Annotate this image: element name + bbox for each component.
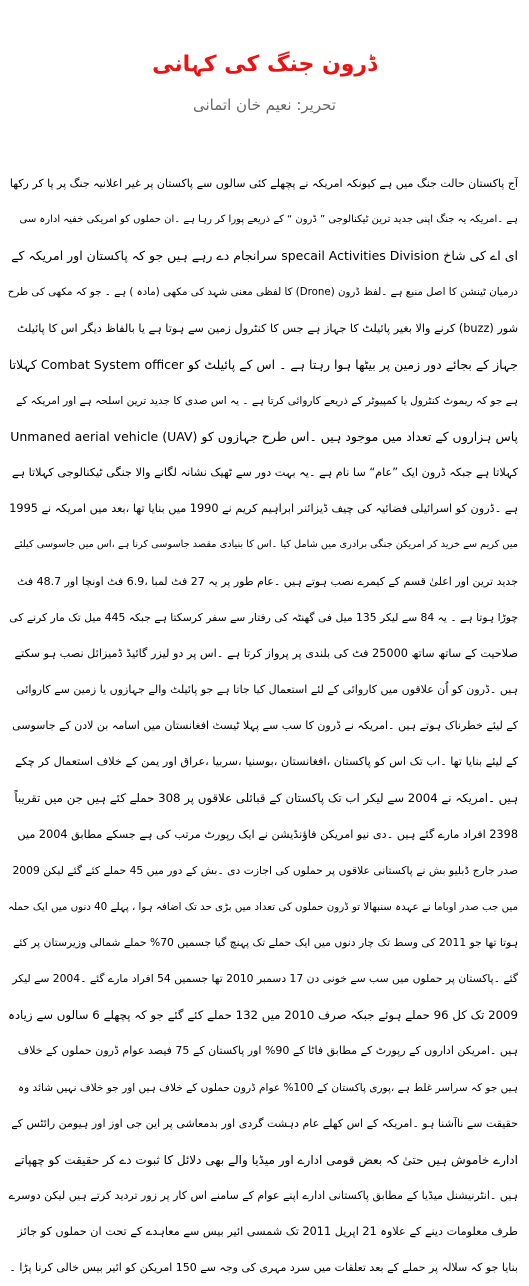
article-text-line: ہیں ۔امریکن اداروں کے رپورٹ کے مطابق فاٹا کے 90% اور پاکستان کے 75 فیصد عوام ڈرون حملوں کے خلاف (17, 1044, 518, 1058)
article-text-line: میں کریم سے خرید کر امریکن جنگی برادری میں شامل کیا ۔اس کا بنیادی مقصد جاسوسی کرنا ہے ،اس میں جاسوسی کیلئے (14, 539, 518, 551)
article-text-line: چوڑا ہوتا ہے ۔ یہ 84 سے لیکر 135 میل فی گھنٹہ کی رفتار سے سفر کرسکتا ہے جبکہ 445 میل تک مار کرنے کی (9, 610, 518, 624)
article-text-line: شور (buzz) کرنے والا بغیر پائیلٹ کا جہاز ہے جس کا کنٹرول زمین سے ہوتا ہے یا بالفاظ دیگر اس کا پائیلٹ (16, 321, 518, 335)
article-text-line: کہلاتا ہے جبکہ ڈرون ایک ”عام“ سا نام ہے ۔یہ بہت دور سے ٹھیک نشانہ لگانے والا جنگی ٹیکنالوجی کہلاتا ہے (11, 466, 518, 480)
article-text-line: صدر جارج ڈبلیو بش نے پاکستانی علاقوں پر حملوں کی اجازت دی ۔بش کے دور میں 45 حملے کئے گئے لیکن 2009 (12, 863, 518, 877)
article-text-line: ہیں جو کہ سراسر غلط ہے ،پوری پاکستان کے 100% عوام ڈرون حملوں کے خلاف ہیں اور جو خلاف نہیں شائد وہ (18, 1081, 518, 1094)
article-text-line: طرف معلومات دینے کے علاوہ 21 اپریل 2011 تک شمسی ائیر بیس سے معاہدے کے تحت ان حملوں کو جائز (17, 1225, 518, 1239)
article-text-line: حقیقت سے ناآشنا ہو ۔امریکہ کے اس کھلے عام دہشت گردی اور بدمعاشی پر این جی اوز اور ہیومن رائٹس کے (11, 1116, 518, 1130)
article-text-line: ہے جو کہ ریموٹ کنٹرول یا کمپیوٹر کے ذریعے کاروائی کرتا ہے ۔ یہ اس صدی کا جدید ترین اسلحہ ہے اور امریکہ کے (16, 394, 518, 407)
article-text-line: جدید ترین اور اعلیٰ قسم کے کیمرے نصب ہوتے ہیں ۔عام طور پر یہ 27 فٹ لمبا ،6.9 فٹ اونچا اور 48.7 فٹ (17, 574, 518, 588)
article-body (8, 166, 518, 1286)
article-title: ڈرون جنگ کی کہانی (152, 52, 377, 77)
article-text-line: کے لیئے خطرناک ہوتے ہیں ۔امریکہ نے ڈرون کا سب سے پہلا ٹیسٹ افغانستان میں اسامہ بن لادن کے جاسوسی (12, 719, 518, 733)
article-text-line: 2398 افراد مارے گئے ہیں ۔دی نیو امریکن فاؤنڈیشن نے ایک رپورٹ مرتب کی ہے جسکے مطابق 2004 میں (17, 827, 518, 841)
article-text-line: 2009 تک کل 96 حملے ہوئے جبکہ صرف 2010 میں 132 حملے کئے گئے جو کہ پچھلے 6 سالوں سے زیادہ (8, 1008, 518, 1023)
article-text-line: ہیں ۔ڈرون کو اُن علاقوں میں کاروائی کے لئے استعمال کیا جاتا ہے جو پائیلٹ والے جہازوں یا زمین سے کاروائی (16, 682, 518, 696)
article-byline: تحریر: نعیم خان اتمانی (193, 96, 336, 114)
article-text-line: ادارے خاموش ہیں حتیٰ کہ بعض قومی ادارے اور میڈیا والے بھی دلائل کا ثبوت دے کر حقیقت کو چھپاتے (14, 1152, 518, 1167)
article-text-line: کے لیئے بنایا تھا ۔اب تک اس کو پاکستان ،افغانستان ،بوسنیا ،سربیا ،عراق اور یمن کے خلاف استعمال کر چکے (15, 755, 518, 769)
article-text-line: صلاحیت کے ساتھ ساتھ 25000 فٹ کی بلندی پر پرواز کرتا ہے ۔اس پر دو لیزر گائیڈ ڈمیزائل نصب ہو سکتے (14, 646, 518, 660)
article-text-line: جہاز کے بجائے دور زمین پر بیٹھا ہوا رہتا ہے ۔ اس کے پائیلٹ کو Combat System officer کہلاتا (8, 356, 518, 372)
article-text-line: میں جب صدر اوباما نے عہدہ سنبھالا تو ڈرون حملوں کی تعداد میں بڑی حد تک اضافہ ہوا ، پہلے 40 دنوں میں ایک حملہ (8, 900, 518, 913)
article-text-line: بنایا جو کہ سلالہ پر حملے کے بعد تعلقات میں سرد مہری کی وجہ سے 150 امریکن کو ائیر بیس خالی کرنا پڑا ۔ (9, 1261, 518, 1275)
article-text-line: آج پاکستان حالت جنگ میں ہے کیونکہ امریکہ نے پچھلے کئی سالوں سے پاکستان پر غیر اعلانیہ جنگ پر پا کر رکھا (9, 177, 518, 190)
article-text-line: ہوتا تھا جو 2011 کی وسط تک چار دنوں میں ایک حملے تک پہنچ گیا جسمیں 70% حملے شمالی وزیرستان پر کئے (13, 935, 518, 949)
article-text-line: ہیں ۔امریکہ نے 2004 سے لیکر اب تک پاکستان کے قبائلی علاقوں پر 308 حملے کئے ہیں جن میں تقریباً (14, 791, 518, 806)
article-text-line: ای اے کی شاخ specail Activities Division سرانجام دے رہے ہیں جو کہ پاکستان اور امریکہ کے (11, 248, 518, 264)
article-text-line: پاس ہزاروں کے تعداد میں موجود ہیں ۔اس طرح جہازوں کو Unmaned aerial vehicle (UAV) (10, 428, 518, 444)
article-text-line: ہے ۔ڈرون کو اسرائیلی فضائیہ کی چیف ڈیزائنر ابراہیم کریم نے 1990 میں بنایا تھا ،بعد میں امریکہ نے 1995 (9, 502, 518, 516)
article-text-line: درمیان ٹینشن کا اصل منبع ہے ۔لفظ ڈرون (Drone) کا لفظی معنی شہد کی مکھی (مادہ ) ہے ۔ جو کہ مکھی کی طرح (8, 286, 518, 299)
article-text-line: گئے ۔پاکستان پر حملوں میں سب سے خونی دن 17 دسمبر 2010 تھا جسمیں 54 افراد مارے گئے ۔2004 سے لیکر (12, 972, 518, 986)
article-text-line: ہیں ۔انٹرنیشنل میڈیا کے مطابق پاکستانی ادارے اپنے عوام کے سامنے اس کار پر زور تردید کرتے ہیں لیکن دوسرے (8, 1188, 518, 1202)
article-text-line: ہے ۔امریکہ یہ جنگ اپنی جدید ترین ٹیکنالوجی ” ڈرون “ کے ذریعے پورا کر رہا ہے ۔ان حملوں کو امریکی خفیہ ادارہ سی (19, 214, 518, 226)
